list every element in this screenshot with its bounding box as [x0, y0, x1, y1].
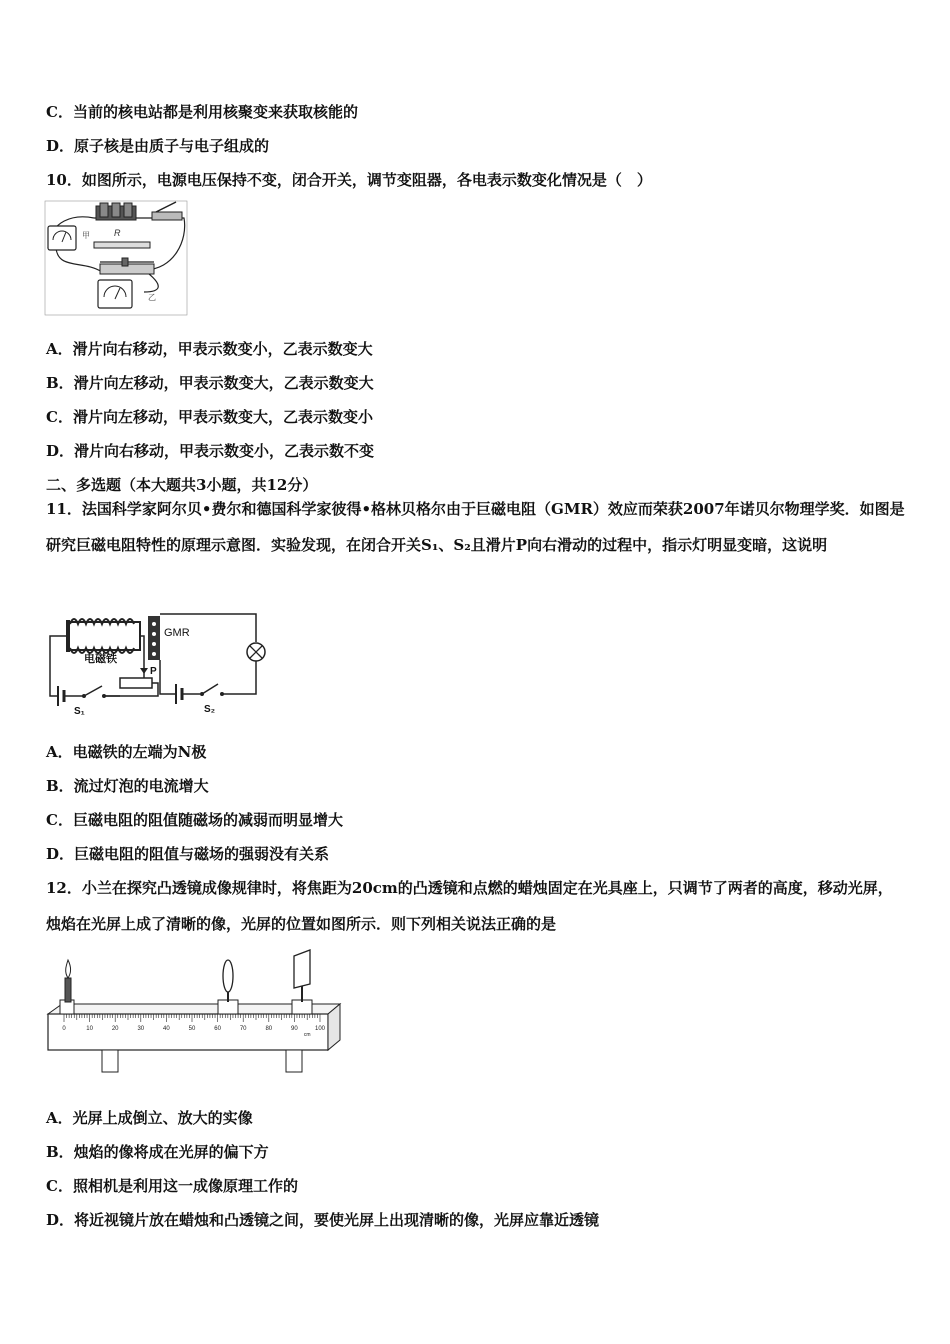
q12-stem: 12．小兰在探究凸透镜成像规律时，将焦距为20cm的凸透镜和点燃的蜡烛固定在光具座上，只调节了两者的高度，移动光屏，烛焰在光屏上成了清晰的像，光屏的位置如图所示．则下列相关说法正确的是	[46, 879, 893, 933]
section-title: 二、多选题（本大题共3小题，共12分）	[46, 476, 318, 494]
q10-option-b: B．滑片向左移动，甲表示数变大，乙表示数变大	[46, 374, 374, 392]
switch	[152, 202, 182, 220]
scale-label: 50	[188, 1026, 196, 1032]
battery-pack	[96, 203, 136, 220]
q12-option-a: A．光屏上成倒立、放大的实像	[46, 1109, 253, 1127]
q11-gmr-figure	[44, 606, 270, 718]
q11-option-b: B．流过灯泡的电流增大	[46, 777, 209, 795]
resistor-r	[94, 228, 150, 248]
scale-label: 60	[214, 1026, 221, 1032]
candle	[60, 960, 74, 1014]
scale-label: 30	[137, 1026, 145, 1032]
svg-text:S₁: S₁	[74, 706, 85, 717]
rheostat-p	[104, 666, 158, 696]
voltmeter-jia	[48, 226, 90, 250]
scale-label: 80	[265, 1026, 273, 1032]
svg-text:电磁铁: 电磁铁	[84, 653, 117, 665]
svg-text:甲: 甲	[82, 231, 90, 240]
q10-stem: 10．如图所示，电源电压保持不变，闭合开关，调节变阻器，各电表示数变化情况是（ ）	[46, 171, 652, 189]
scale-label: 20	[111, 1026, 119, 1032]
q9-option-c: C．当前的核电站都是利用核聚变来获取核能的	[46, 103, 358, 121]
convex-lens	[218, 960, 238, 1014]
svg-text:GMR: GMR	[164, 627, 190, 639]
battery-s1-cell	[58, 686, 64, 706]
q10-circuit-figure	[44, 200, 190, 318]
q12-option-b: B．烛焰的像将成在光屏的偏下方	[46, 1143, 269, 1161]
svg-text:R: R	[114, 228, 121, 238]
scale-label: 40	[163, 1026, 170, 1032]
q11-stem: 11．法国科学家阿尔贝•费尔和德国科学家彼得•格林贝格尔由于巨磁电阻（GMR）效应而荣获2007年诺贝尔物理学奖．如图是研究巨磁电阻特性的原理示意图．实验发现，在闭合开关S₁、S₂且滑片P向右滑动的过程中，指示灯明显变暗，这说明	[46, 500, 905, 554]
svg-text:P: P	[150, 666, 157, 677]
scale-label: 90	[291, 1026, 298, 1032]
q11-option-d: D．巨磁电阻的阻值与磁场的强弱没有关系	[46, 845, 330, 863]
bench-legs	[102, 1050, 302, 1072]
electromagnet	[66, 619, 140, 665]
switch-s2	[200, 684, 224, 715]
light-screen	[292, 950, 312, 1014]
q9-option-d: D．原子核是由质子与电子组成的	[46, 137, 270, 155]
q12-optical-bench-figure	[44, 948, 344, 1076]
scale-unit: cm	[303, 1032, 311, 1038]
rheostat	[100, 258, 154, 274]
battery-s2-cell	[176, 684, 182, 704]
q10-option-c: C．滑片向左移动，甲表示数变大，乙表示数变小	[46, 408, 373, 426]
lamp	[247, 643, 265, 661]
q10-option-a: A．滑片向右移动，甲表示数变小，乙表示数变大	[46, 340, 373, 358]
scale-label: 10	[86, 1026, 93, 1032]
scale-label: 0	[62, 1026, 66, 1032]
ammeter-yi	[98, 280, 156, 308]
scale-label: 70	[239, 1026, 247, 1032]
switch-s1	[74, 686, 106, 717]
q12-option-d: D．将近视镜片放在蜡烛和凸透镜之间，要使光屏上出现清晰的像，光屏应靠近透镜	[46, 1211, 600, 1229]
q12-option-c: C．照相机是利用这一成像原理工作的	[46, 1177, 298, 1195]
gmr-sensor	[148, 616, 190, 660]
q11-option-a: A．电磁铁的左端为N极	[46, 743, 207, 761]
svg-text:S₂: S₂	[204, 704, 216, 715]
svg-text:乙: 乙	[148, 293, 156, 302]
q11-option-c: C．巨磁电阻的阻值随磁场的减弱而明显增大	[46, 811, 343, 829]
q10-option-d: D．滑片向右移动，甲表示数变小，乙表示数不变	[46, 442, 375, 460]
scale-label: 100	[314, 1026, 326, 1032]
